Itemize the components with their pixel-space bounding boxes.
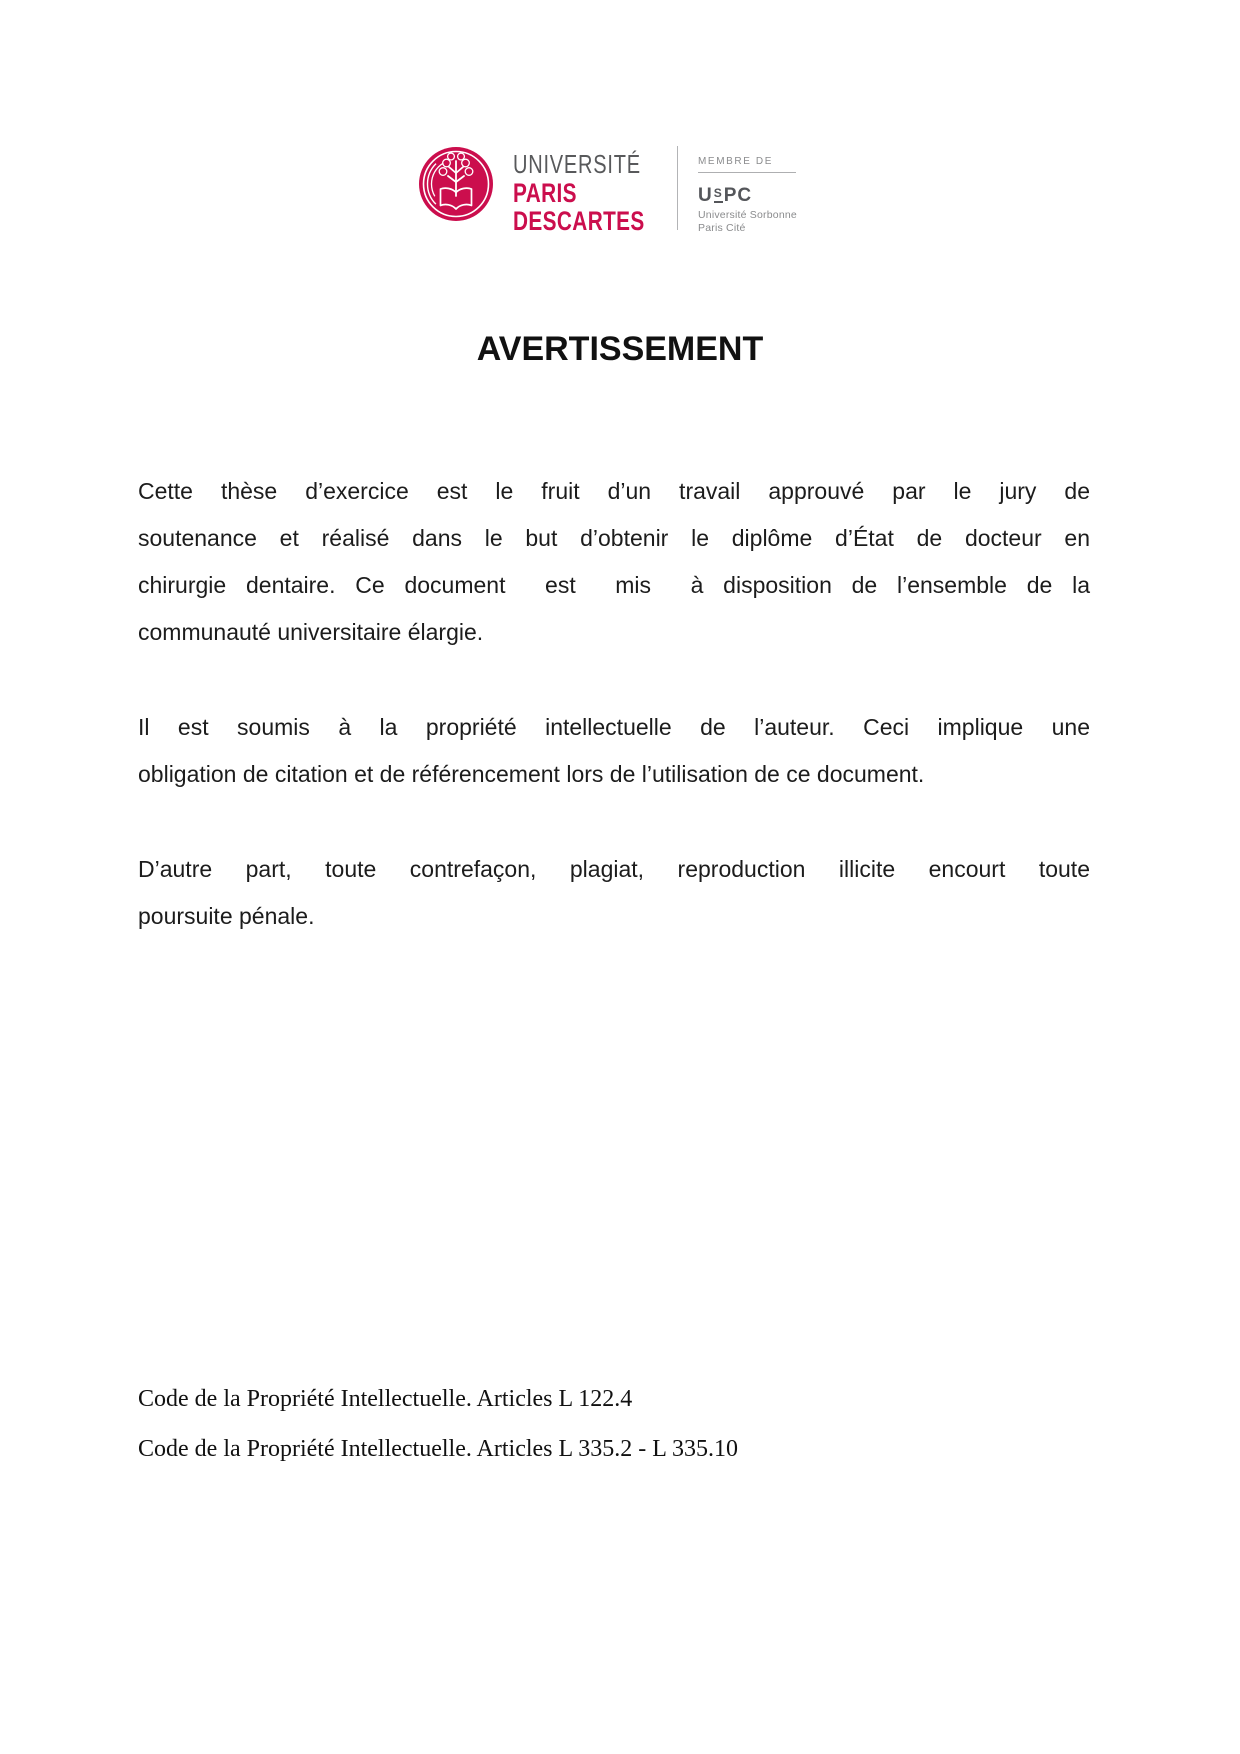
footer-code-line: Code de la Propriété Intellectuelle. Articles L 122.4 [138, 1386, 633, 1412]
uspc-logo [698, 186, 797, 205]
uspc-s-stack [714, 188, 723, 203]
uspc-letters-pc: PC [723, 185, 753, 206]
logo-divider [677, 146, 678, 230]
paragraph [138, 468, 1090, 656]
footer-codes [138, 1374, 1090, 1474]
uspc-subline-2: Paris Cité [698, 222, 746, 234]
university-name-line: UNIVERSITÉ [513, 149, 641, 179]
uspc-bar-icon [714, 201, 723, 203]
university-name-paris: PARIS [513, 178, 577, 208]
uspc-subline-1: Université Sorbonne [698, 209, 797, 221]
university-name-descartes: DESCARTES [513, 206, 645, 236]
membership-block [698, 156, 797, 235]
membre-de-label: MEMBRE DE [698, 156, 796, 173]
text-line: poursuite pénale. [138, 903, 315, 929]
paragraph [138, 846, 1090, 940]
body-text [138, 468, 1090, 988]
paragraph [138, 704, 1090, 798]
text-line: D’autre part, toute contrefaçon, plagiat, reproduction illicite encourt toute [138, 856, 1090, 882]
text-line: soutenance et réalisé dans le but d’obtenir le diplôme d’État de docteur en [138, 525, 1090, 551]
text-line: Cette thèse d’exercice est le fruit d’un travail approuvé par le jury de [138, 478, 1090, 504]
footer-code-line: Code de la Propriété Intellectuelle. Articles L 335.2 - L 335.10 [138, 1436, 739, 1462]
text-line: Il est soumis à la propriété intellectuelle de l’auteur. Ceci implique une [138, 714, 1090, 740]
university-emblem-icon [418, 146, 494, 222]
university-wordmark [513, 149, 684, 235]
uspc-letter-u: U [698, 185, 713, 206]
text-line: obligation de citation et de référencement lors de l’utilisation de ce document. [138, 761, 925, 787]
text-line: chirurgie dentaire. Ce document est mis à disposition de l’ensemble de la [138, 572, 1090, 598]
uspc-letter-s: S [713, 186, 723, 200]
page-title: AVERTISSEMENT [476, 330, 764, 368]
text-line: communauté universitaire élargie. [138, 619, 484, 645]
